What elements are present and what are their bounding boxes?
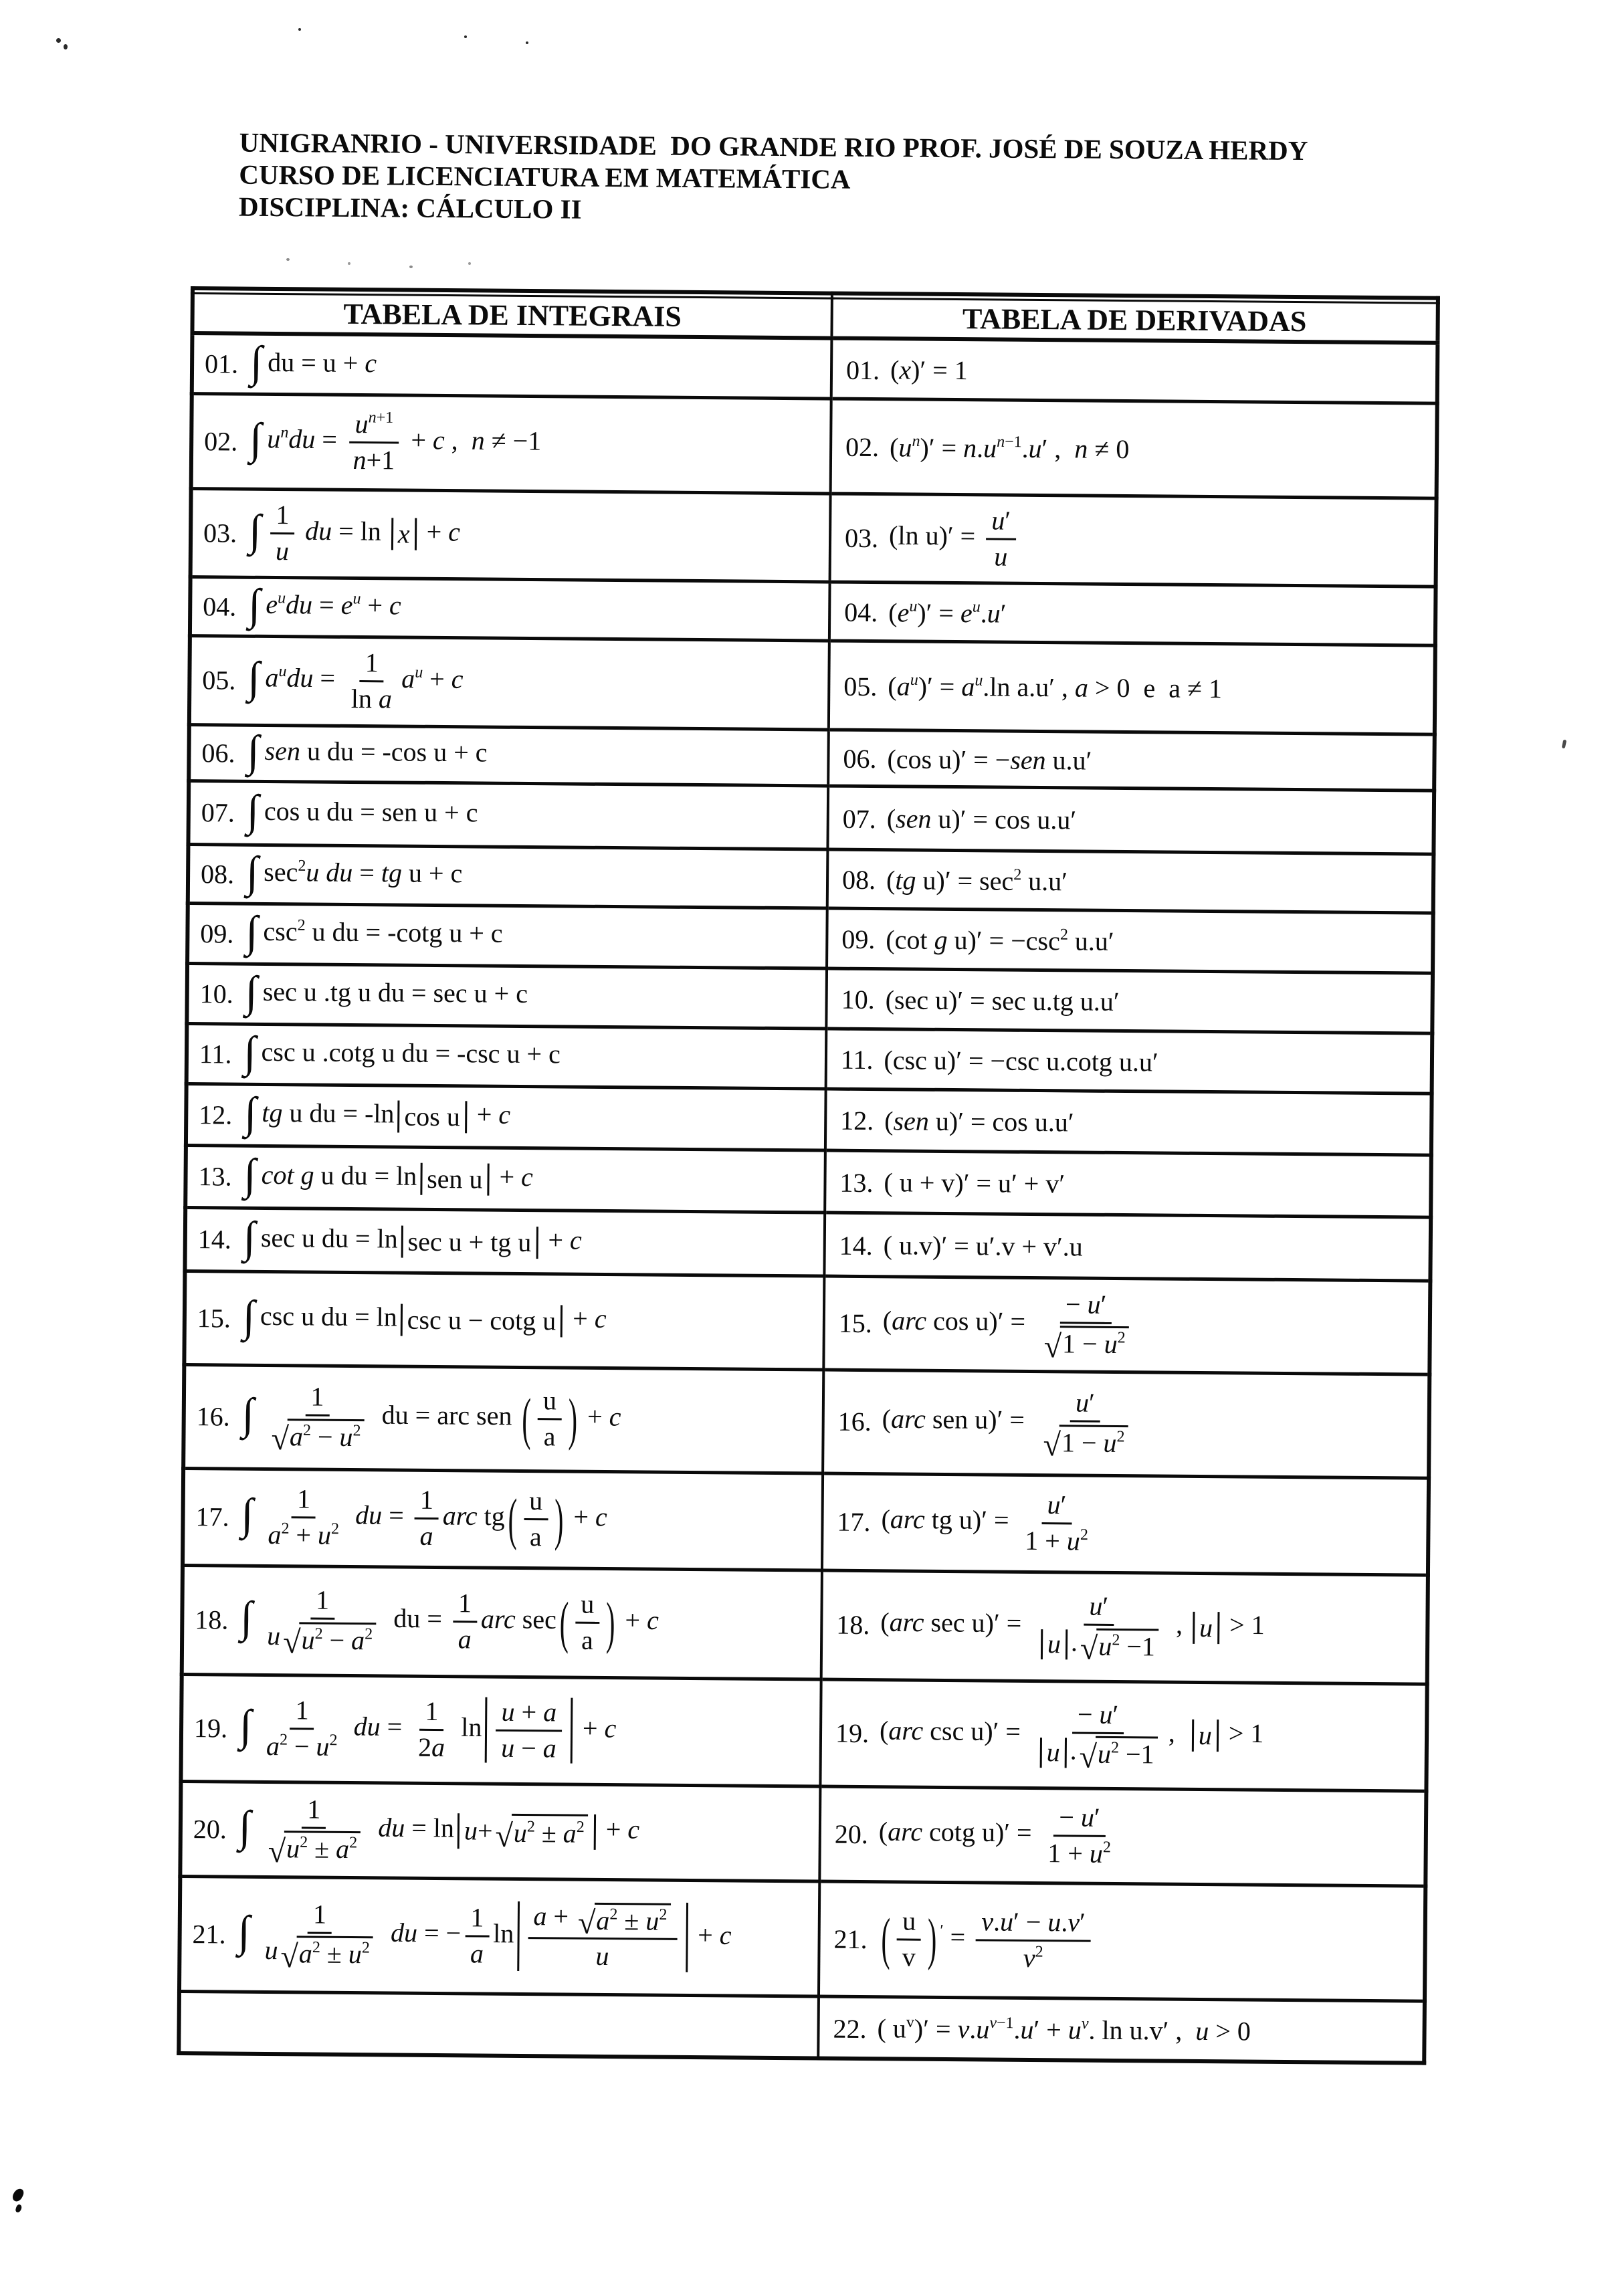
integral-formula: ∫ csc u .cotg u du = -csc u + c (243, 1027, 561, 1077)
row-number: 17. (195, 1501, 229, 1532)
integral-cell (188, 780, 828, 849)
integral-formula: ∫ sen u du = -cos u + c (247, 726, 488, 776)
derivative-formula: (arc cos u)′ = − u′ √ $1 - u^2$ (882, 1288, 1140, 1360)
integral-formula: ∫ cot g u du = ln sen u + c (243, 1150, 534, 1200)
row-number: 17. (837, 1506, 871, 1538)
row-number: 18. (836, 1609, 870, 1641)
integral-formula: ∫ $\frac{1}{a^2 + u^2}$ du = $\frac{1}{a}$ arc tg ( $\frac{u}{a}$ ) + c (241, 1483, 607, 1552)
row-number: 03. (844, 522, 879, 553)
derivative-formula: (cos u)′ = −sen u.u′ (887, 744, 1092, 776)
integral-formula: ∫ $\sec^2u$ du = tg u + c (245, 847, 463, 897)
row-number: 04. (844, 597, 878, 628)
derivative-cell (822, 1473, 1429, 1575)
row-number: 11. (840, 1045, 874, 1075)
scan-speck (1562, 740, 1567, 749)
integral-cell (179, 1991, 819, 2059)
scan-speck (409, 266, 413, 268)
integral-cell (179, 1876, 819, 1996)
row-number: 08. (841, 865, 876, 896)
derivative-formula: ( u + v)′ = u′ + v′ (884, 1167, 1065, 1199)
table-row (185, 1145, 1431, 1217)
row-number: 09. (841, 924, 876, 955)
row-number: 14. (839, 1230, 873, 1261)
integral-formula: ∫ $a^udu$ = $\frac{1}{\text{ln a}}$ $a^u + c$ (247, 647, 464, 714)
derivative-cell (831, 399, 1437, 498)
table-row (190, 577, 1436, 645)
table-row (182, 1565, 1428, 1684)
derivative-formula: (arc sen u)′ = u′ √ $1 - u^2$ (882, 1386, 1139, 1459)
discipline-name: DISCIPLINA: CÁLCULO II (238, 191, 582, 225)
integral-cell (180, 1781, 820, 1881)
scan-speck (56, 38, 61, 43)
scan-speck (348, 262, 350, 265)
row-number: 01. (204, 348, 239, 379)
integral-formula: ∫ sec u .tg u du = sec u + c (245, 967, 528, 1017)
row-number: 16. (196, 1401, 230, 1432)
letterhead (239, 126, 1308, 231)
row-number: 07. (842, 803, 876, 835)
integral-cell (187, 903, 827, 968)
integral-formula: ∫ $e^udu = e^u + c$ (247, 580, 401, 629)
row-number: 12. (199, 1100, 233, 1130)
derivative-formula: (arc cotg u)′ = $\frac{- u'}{1 + u^2}$ (878, 1802, 1112, 1869)
integral-formula: ∫ 1 √ $u^2 \pm a^2$ du = ln u + √ $u^2 \pm a^2$ + c (238, 1794, 640, 1869)
row-number: 03. (203, 517, 237, 548)
row-number: 15. (197, 1303, 231, 1334)
table-row (180, 1781, 1426, 1886)
derivative-formula: $(a^u)' = a^u.\ln$ a.u′ , a > 0 e a ≠ 1 (888, 671, 1223, 704)
scan-speck (298, 28, 301, 31)
derivative-cell (820, 1679, 1427, 1791)
row-number: 11. (199, 1039, 232, 1069)
derivatives-header: TABELA DE DERIVADAS (831, 294, 1437, 343)
row-number: 06. (843, 744, 877, 774)
course-name: CURSO DE LICENCIATURA EM MATEMÁTICA (239, 159, 851, 195)
scan-speck (468, 262, 471, 265)
derivative-cell (819, 1786, 1426, 1886)
derivative-cell (824, 1213, 1431, 1281)
derivative-cell (825, 1089, 1432, 1155)
derivative-cell (828, 730, 1435, 791)
integral-cell (189, 724, 829, 786)
integral-cell (185, 1207, 825, 1276)
integral-formula: ∫ $\csc^2 u$ du = -cotg u + c (245, 907, 503, 956)
derivative-formula: (csc u)′ = −csc u.cotg u.u′ (884, 1045, 1158, 1077)
integral-formula: ∫ 1 u √ $a^2 \pm u^2$ du = − $\frac{1}{a}$ ln a + √ $a^2 \pm u^2$ u + c (237, 1899, 732, 1975)
table-row (191, 488, 1437, 587)
table-row (189, 635, 1435, 734)
row-number: 18. (195, 1604, 229, 1635)
table-row (185, 1207, 1431, 1281)
row-number: 16. (837, 1406, 872, 1437)
row-number: 08. (200, 859, 235, 890)
integral-formula: ∫ $u^ndu$ = $\frac{u^{n+1}}{n+1}$ + c , n ≠ −1 (249, 408, 542, 475)
integral-cell (182, 1565, 822, 1679)
derivative-formula: (arc tg u)′ = $\frac{u'}{1 + u^2}$ (881, 1489, 1088, 1556)
table-row (183, 1364, 1429, 1478)
integral-formula: ∫ du = u + c (249, 337, 377, 387)
table-row (184, 1271, 1430, 1374)
integral-formula: ∫ sec u du = ln sec u + tg u + c (243, 1213, 582, 1262)
derivative-formula: (sen u)′ = cos u.u′ (886, 803, 1077, 835)
derivative-cell (829, 641, 1435, 734)
scan-speck (286, 258, 290, 261)
derivative-formula: (x)′ = 1 (890, 354, 968, 386)
table-row (188, 844, 1434, 913)
row-number: 05. (202, 665, 236, 696)
derivative-cell (823, 1370, 1429, 1478)
derivative-cell (821, 1570, 1428, 1684)
integral-cell (185, 1145, 825, 1213)
integral-cell (190, 577, 830, 641)
derivative-formula: (ln u)′ = $\frac{u'}{u}$ (889, 505, 1021, 572)
row-number: 12. (840, 1106, 874, 1136)
row-number: 21. (833, 1923, 868, 1954)
derivative-formula: (sec u)′ = sec u.tg u.u′ (885, 984, 1120, 1017)
table-row (179, 1876, 1425, 2001)
row-number: 09. (200, 918, 234, 949)
row-number: 13. (839, 1167, 874, 1199)
row-number: 10. (199, 978, 233, 1009)
row-number: 20. (193, 1813, 227, 1845)
derivative-formula: (cot g $u)' = -\csc^2$ u.u′ (886, 924, 1114, 956)
derivative-cell (825, 1150, 1431, 1217)
row-number: 07. (201, 797, 235, 828)
derivative-formula: (tg $u)' = \sec^2 u.u'$ (886, 865, 1068, 897)
row-number: 06. (201, 738, 235, 768)
integral-cell (187, 963, 827, 1029)
derivative-cell (830, 494, 1437, 587)
derivative-cell (829, 582, 1436, 645)
derivative-formula: (sen u)′ = cos u.u′ (884, 1106, 1074, 1138)
integral-cell (191, 393, 831, 494)
row-number: 22. (833, 2013, 867, 2044)
derivative-cell (823, 1276, 1430, 1374)
formula-rows (179, 333, 1437, 2063)
integral-cell (187, 1023, 827, 1089)
derivative-formula: ( $u^v)' = v.u^{v-1}.u' + u^v$. ln u.v′ , u > 0 (877, 2013, 1251, 2047)
integral-formula: ∫ 1 √ $a^2 - u^2$ du = arc sen ( $\frac{u}{a}$ ) + c (241, 1381, 621, 1457)
integral-formula: ∫ tg u du = -ln cos u + c (244, 1088, 511, 1138)
integral-formula: ∫ $\frac{1}{a^2 - u^2}$ du = $\frac{1}{2a}$ ln u + a u − a + c (239, 1695, 617, 1763)
integral-cell (188, 844, 828, 908)
scan-speck (526, 41, 528, 44)
table-row (179, 1991, 1425, 2063)
row-number: 04. (203, 591, 237, 622)
row-number: 05. (843, 671, 878, 702)
table-row (192, 333, 1438, 403)
integral-formula: ∫ $\frac{1}{u}$ du = ln x + c (248, 499, 461, 566)
integral-formula: ∫ csc u du = ln csc u − cotg u + c (242, 1291, 607, 1341)
row-number: 15. (838, 1308, 873, 1338)
integral-cell (191, 488, 831, 582)
integral-cell (181, 1674, 821, 1786)
integral-cell (183, 1468, 823, 1570)
table-row (186, 1083, 1432, 1155)
derivative-cell (826, 1029, 1433, 1094)
row-number: 13. (198, 1161, 232, 1192)
integral-cell (184, 1271, 824, 1370)
integral-formula: ∫ 1 u √ $u^2 - a^2$ du = $\frac{1}{a}$ arc sec ( $\frac{u}{a}$ ) + c (240, 1584, 659, 1661)
derivative-cell (827, 786, 1434, 854)
derivative-cell (818, 1996, 1425, 2063)
derivative-cell (826, 968, 1433, 1033)
derivative-formula: $(u^n)' = n.u^{n-1}.u'$ , n ≠ 0 (889, 432, 1130, 464)
integral-cell (192, 333, 832, 399)
row-number: 02. (204, 425, 238, 457)
integral-cell (186, 1083, 826, 1150)
derivative-cell (827, 849, 1434, 913)
derivative-cell (831, 338, 1438, 403)
derivative-formula: $(e^u)' = e^u.u'$ (888, 597, 1007, 629)
row-number: 21. (192, 1918, 226, 1950)
derivative-cell (827, 908, 1433, 973)
scan-speck (464, 35, 467, 38)
table-row (191, 393, 1437, 498)
table-row (187, 903, 1433, 973)
table-row (181, 1674, 1427, 1791)
document-content (2, 0, 1624, 2047)
row-number: 02. (845, 432, 880, 463)
integral-formula: ∫ cos u du = sen u + c (246, 786, 478, 836)
row-number: 10. (841, 984, 875, 1015)
derivative-formula: ( u.v)′ = u′.v + v′.u (883, 1230, 1083, 1262)
integrals-header: TABELA DE INTEGRAIS (192, 288, 831, 338)
derivative-formula: (arc csc u)′ = − u′ u . √ $u^2 -1$ , u > 1 (879, 1699, 1264, 1775)
integral-cell (183, 1364, 823, 1473)
table-row (183, 1468, 1429, 1575)
derivative-formula: ( $\frac{u}{v}$ ) ′ = $\frac{v.u' - u.v'}{v^2}$ (878, 1906, 1095, 1974)
derivative-cell (819, 1881, 1425, 2000)
integral-cell (189, 635, 829, 730)
table-row (188, 780, 1434, 854)
table-row (187, 1023, 1433, 1094)
institution-name: UNIGRANRIO - UNIVERSIDADE DO GRANDE RIO PROF. JOSÉ DE SOUZA HERDY (239, 126, 1308, 167)
derivative-formula: (arc sec u)′ = u′ u . √ $u^2 -1$ , u > 1 (880, 1590, 1265, 1667)
row-number: 14. (197, 1224, 231, 1255)
scan-speck (64, 44, 68, 49)
table-row (189, 724, 1435, 791)
row-number: 20. (834, 1818, 869, 1849)
formula-table (177, 286, 1440, 2065)
ink-mark (11, 2187, 25, 2203)
row-number: 19. (193, 1712, 228, 1744)
table-row (187, 963, 1433, 1033)
row-number: 01. (845, 354, 880, 385)
row-number: 19. (835, 1718, 870, 1748)
